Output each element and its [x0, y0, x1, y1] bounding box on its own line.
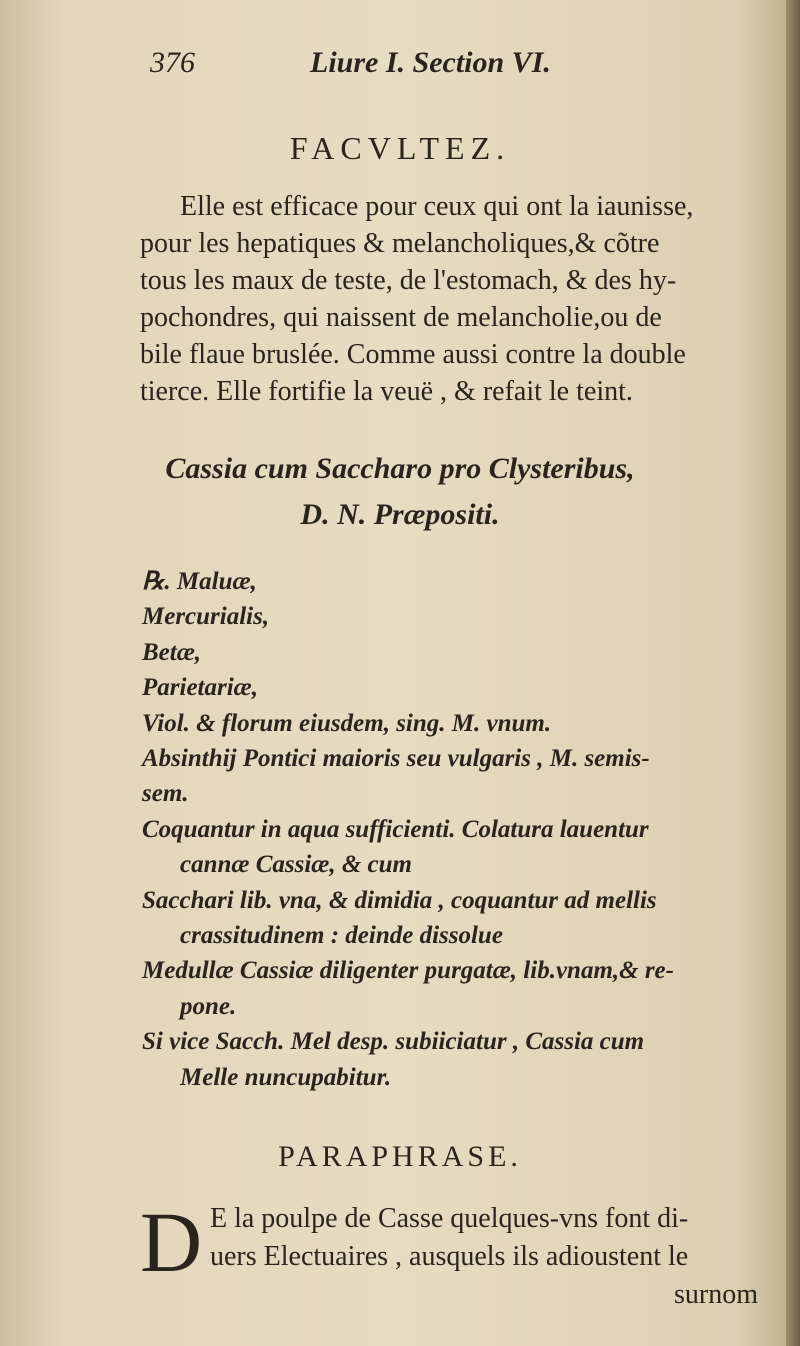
recipe-line: Mercurialis,: [142, 603, 270, 631]
recipe-line: crassitudinem : deinde dissolue: [180, 922, 503, 950]
text-line: tierce. Elle fortifie la veuë , & refait le teint.: [140, 376, 633, 407]
recipe-line: Absinthij Pontici maioris seu vulgaris , M. semis-: [142, 745, 650, 773]
faculties-paragraph: [140, 188, 765, 410]
running-title: Liure I. Section VI.: [310, 46, 551, 79]
recipe-line: Medullæ Cassiæ diligenter purgatæ, lib.vnam,& re-: [142, 957, 674, 985]
text-line: tous les maux de teste, de l'estomach, & des hy-: [140, 265, 677, 296]
recipe-line: Sacchari lib. vna, & dimidia , coquantur ad mellis: [142, 886, 657, 914]
paraphrase-heading: PARAPHRASE.: [278, 1140, 522, 1173]
text-line: pochondres, qui naissent de melancholie,ou de: [140, 302, 662, 333]
text-line: surnom: [674, 1279, 758, 1310]
recipe-line: Parietariæ,: [142, 674, 258, 702]
text-line: pour les hepatiques & melancholiques,& cõtre: [140, 228, 660, 259]
recipe-line: sem.: [142, 780, 189, 808]
recipe-ingredients: [142, 564, 782, 1095]
recipe-line: Melle nuncupabitur.: [180, 1063, 392, 1091]
text-line: uers Electuaires , ausquels ils adioustent le: [210, 1241, 689, 1272]
recipe-title-line: Cassia cum Saccharo pro Clysteribus,: [165, 452, 635, 485]
recipe-line: Viol. & florum eiusdem, sing. M. vnum.: [142, 709, 552, 737]
running-header: [150, 46, 650, 90]
text-line: E la poulpe de Casse quelques-vns font di-: [210, 1203, 689, 1234]
text-line: Elle est efficace pour ceux qui ont la iaunisse,: [180, 191, 694, 222]
recipe-line: Si vice Sacch. Mel desp. subiiciatur , Cassia cum: [142, 1028, 645, 1056]
recipe-title-author: D. N. Præpositi.: [300, 498, 500, 531]
recipe-line: ℞. Maluæ,: [142, 568, 257, 595]
recipe-line: Betæ,: [142, 638, 202, 666]
recipe-line: Coquantur in aqua sufficienti. Colatura lauentur: [142, 815, 649, 843]
recipe-line: cannæ Cassiæ, & cum: [180, 851, 412, 879]
drop-cap: D: [140, 1194, 203, 1290]
section-title: FACVLTEZ.: [289, 130, 511, 166]
recipe-line: pone.: [180, 992, 237, 1020]
page-number: 376: [150, 46, 195, 79]
text-line: bile flaue bruslée. Comme aussi contre la double: [140, 339, 686, 370]
recipe-title: [0, 446, 800, 538]
